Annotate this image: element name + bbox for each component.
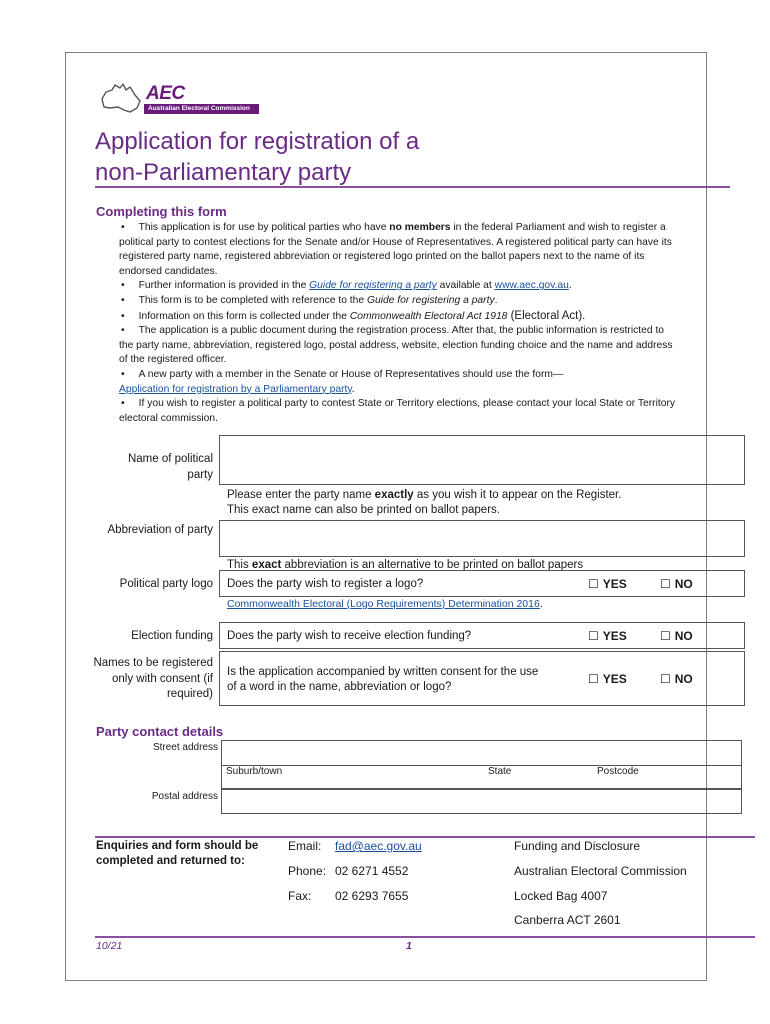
form-title <box>95 126 695 188</box>
abbreviation-input[interactable] <box>219 520 745 557</box>
postcode-label: Postcode <box>597 766 639 777</box>
address-line-2: Australian Electoral Commission <box>514 864 687 878</box>
street-address-label: Street address <box>152 742 218 753</box>
parliamentary-party-form-link[interactable]: Application for registration by a Parliamentary party <box>119 383 352 395</box>
logo-label: Political party logo <box>119 578 213 590</box>
bullet-3: • This form is to be completed with reference to the Guide for registering a party. <box>121 294 498 306</box>
bullet-4: • Information on this form is collected under the Commonwealth Electoral Act 1918 (Electoral Act). <box>121 309 586 322</box>
funding-question: Does the party wish to receive election funding? <box>227 630 472 642</box>
contact-heading: Party contact details <box>96 724 224 739</box>
australia-map-icon <box>96 81 144 115</box>
email-label: Email: <box>288 839 322 853</box>
abbreviation-label: Abbreviation of party <box>107 524 213 536</box>
bullet-2: • Further information is provided in the Guide for registering a party available at www.aec.gov.au. <box>121 280 572 292</box>
bullet-1: • This application is for use by political parties who have no members in the federal Parliament and wish to register a political party to contest elections for the Senate and/or House of Representatives. A registered political party can have its registered party name, registered abbreviation or registered logo printed on the ballot papers next to the name of its endorsed candidates. <box>119 222 672 277</box>
funding-label: Election funding <box>131 630 213 642</box>
page-number: 1 <box>406 940 412 952</box>
email-link[interactable]: fad@aec.gov.au <box>335 839 422 853</box>
suburb-label: Suburb/town <box>226 766 283 777</box>
consent-no-checkbox[interactable]: ☐ NO <box>660 672 693 686</box>
bullet-6: • A new party with a member in the Senate or House of Representatives should use the form— Application for registration by a Parliamentary party. <box>119 368 564 395</box>
footer-bottom-divider <box>95 936 755 938</box>
logo-determination-link[interactable]: Commonwealth Electoral (Logo Requirements) Determination 2016 <box>227 598 540 610</box>
instructions-list <box>119 221 679 426</box>
funding-no-checkbox[interactable]: ☐ NO <box>660 629 693 643</box>
guide-link[interactable]: Guide for registering a party <box>309 280 437 292</box>
phone-label: Phone: <box>288 864 327 878</box>
enquiries-text: Enquiries and form should be completed and returned to: <box>96 840 259 867</box>
funding-yes-checkbox[interactable]: ☐ YES <box>588 629 627 643</box>
state-label: State <box>488 766 512 777</box>
party-name-label: Name of political party <box>127 453 213 481</box>
aec-logo <box>96 81 266 119</box>
aec-website-link[interactable]: www.aec.gov.au <box>494 280 569 292</box>
logo-yes-checkbox[interactable]: ☐ YES <box>588 577 627 591</box>
suburb-state-postcode-input[interactable] <box>221 765 742 789</box>
address-line-1: Funding and Disclosure <box>514 839 641 853</box>
logo-no-checkbox[interactable]: ☐ NO <box>660 577 693 591</box>
title-divider <box>95 186 730 188</box>
logo-banner <box>144 104 259 114</box>
consent-label: Names to be registered only with consent (if required) <box>93 657 213 700</box>
phone-value: 02 6271 4552 <box>335 864 409 878</box>
address-line-4: Canberra ACT 2601 <box>514 913 621 927</box>
bullet-7: • If you wish to register a political party to contest State or Territory elections, please contact your local State or Territory electoral commission. <box>119 398 676 424</box>
address-line-3: Locked Bag 4007 <box>514 889 608 903</box>
title-line-1: Application for registration of a <box>95 128 420 155</box>
consent-question: Is the application accompanied by written consent for the use of a word in the name, abbreviation or logo? <box>227 666 539 693</box>
postal-address-input[interactable] <box>221 789 742 814</box>
street-address-input[interactable] <box>221 740 742 766</box>
title-line-2: non-Parliamentary party <box>95 159 352 186</box>
logo-determination-ref: Commonwealth Electoral (Logo Requirements) Determination 2016. <box>227 598 543 610</box>
abbreviation-hint: This exact abbreviation is an alternative to be printed on ballot papers <box>227 559 584 571</box>
footer-top-divider <box>95 836 755 838</box>
consent-yes-checkbox[interactable]: ☐ YES <box>588 672 627 686</box>
logo-wordmark: AEC <box>146 83 185 104</box>
fax-label: Fax: <box>288 889 312 903</box>
logo-question: Does the party wish to register a logo? <box>227 578 424 590</box>
version-text: 10/21 <box>96 940 123 952</box>
completing-heading: Completing this form <box>96 204 227 219</box>
bullet-5: • The application is a public document during the registration process. After that, the public information is restricted to the party name, abbreviation, registered logo, postal address, website, election funding choice and the name and address of the registered officer. <box>119 325 673 366</box>
party-name-input[interactable] <box>219 435 745 485</box>
logo-subtitle: Australian Electoral Commission <box>148 105 250 112</box>
fax-value: 02 6293 7655 <box>335 889 409 903</box>
party-name-hint: Please enter the party name exactly as you wish it to appear on the Register. This exact name can also be printed on ballot papers. <box>227 489 622 516</box>
postal-address-label: Postal address <box>151 791 218 802</box>
